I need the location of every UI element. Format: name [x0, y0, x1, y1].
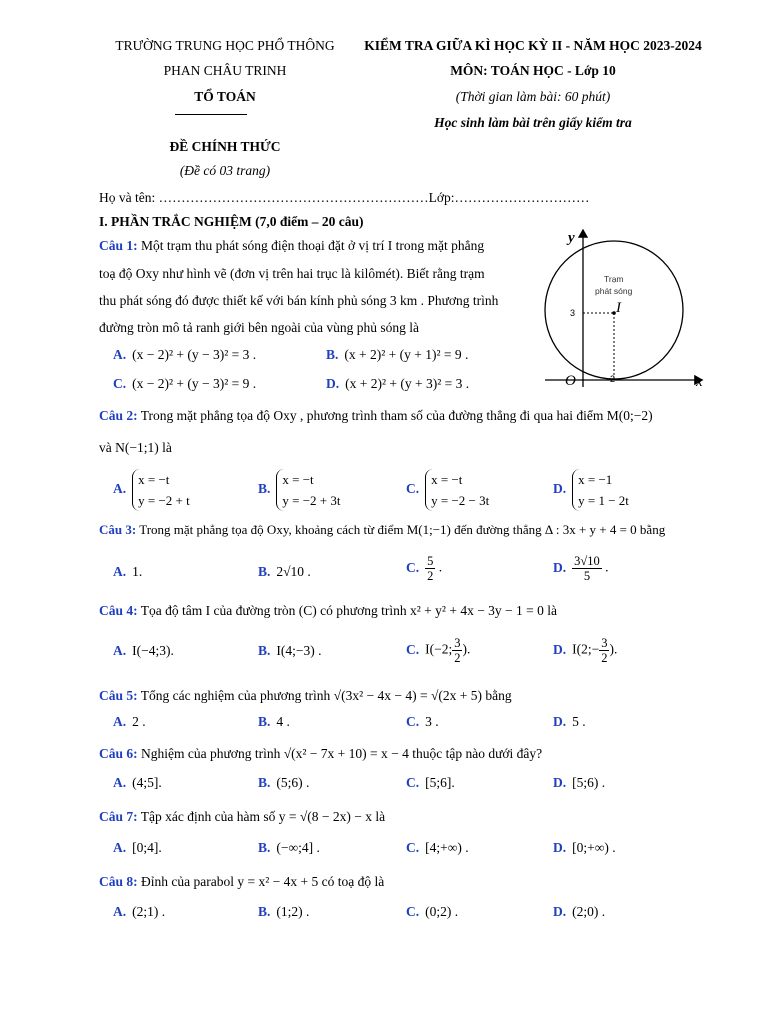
q4-option-c[interactable]: C. I(−2; $\frac{3}{2}$ ). — [406, 636, 471, 665]
q1-option-b[interactable]: B. (x + 2)² + (y + 1)² = 9 . — [326, 347, 469, 362]
q7-option-a[interactable]: A. [0;4]. — [113, 840, 162, 855]
student-name-line: Họ và tên: ……………………………………………………Lớp:………………………… — [99, 190, 590, 205]
origin-label: O — [565, 373, 576, 389]
exam-instruction: Học sinh làm bài trên giấy kiểm tra — [434, 115, 632, 130]
q5-option-d[interactable]: D. 5 . — [553, 714, 586, 729]
station-caption-line1: Trạm — [604, 274, 624, 284]
exam-duration: (Thời gian làm bài: 60 phút) — [455, 89, 611, 104]
q3-option-d[interactable]: D. $\frac{3√10}{5}$ . — [553, 554, 609, 583]
q8-option-c[interactable]: C. (0;2) . — [406, 904, 459, 919]
question-1-line3: thu phát sóng đó được thiết kế với bán kính phủ sóng 3 km . Phương trình — [99, 293, 499, 308]
q7-option-b[interactable]: B. (−∞;4] . — [258, 840, 320, 855]
q8-option-d[interactable]: D. (2;0) . — [553, 904, 606, 919]
q5-option-c[interactable]: C. 3 . — [406, 714, 439, 729]
x-axis-label: x — [696, 374, 703, 390]
question-1-line4: đường tròn mô tả ranh giới bên ngoài của vùng phủ sóng là — [99, 320, 420, 335]
question-3-text: Câu 3: Trong mặt phẳng tọa độ Oxy, khoảng cách từ điểm M(1;−1) đến đường thẳng Δ : 3x + y + 4 = 0 bằng — [99, 522, 666, 537]
question-4-text: Câu 4: Tọa độ tâm I của đường tròn (C) có phương trình x² + y² + 4x − 3y − 1 = 0 là — [99, 603, 558, 618]
department-underline — [175, 114, 247, 115]
official-label: ĐỀ CHÍNH THỨC — [169, 139, 281, 154]
exam-title: KIỂM TRA GIỮA KÌ HỌC KỲ II - NĂM HỌC 2023-2024 — [364, 38, 702, 53]
q8-option-a[interactable]: A. (2;1) . — [113, 904, 166, 919]
q4-option-a[interactable]: A. I(−4;3). — [113, 643, 174, 658]
q5-option-a[interactable]: A. 2 . — [113, 714, 146, 729]
school-name-line2: PHAN CHÂU TRINH — [163, 63, 287, 78]
q1-option-d[interactable]: D. (x + 2)² + (y + 3)² = 3 . — [326, 376, 470, 391]
question-3-label: Câu 3: — [99, 522, 137, 537]
exam-subject: MÔN: TOÁN HỌC - Lớp 10 — [450, 63, 616, 78]
q2-option-a[interactable]: A.x = −t y = −2 + t — [113, 469, 190, 511]
q6-option-b[interactable]: B. (5;6) . — [258, 775, 310, 790]
question-1-line2: toạ độ Oxy như hình vẽ (đơn vị trên hai trục là kilômét). Biết rằng trạm — [99, 266, 485, 281]
question-8-label: Câu 8: — [99, 874, 138, 889]
q4-option-b[interactable]: B. I(4;−3) . — [258, 643, 322, 658]
q6-option-d[interactable]: D. [5;6) . — [553, 775, 606, 790]
question-7-text: Câu 7: Tập xác định của hàm số y = √(8 − 2x) − x là — [99, 809, 386, 824]
question-1-label: Câu 1: — [99, 238, 138, 253]
section-title: I. PHẦN TRẮC NGHIỆM (7,0 điểm – 20 câu) — [99, 214, 364, 229]
station-caption-line2: phát sóng — [595, 286, 633, 296]
q2-option-b[interactable]: B.x = −t y = −2 + 3t — [258, 469, 341, 511]
y-tick-label: 3 — [570, 308, 576, 318]
question-8-text: Câu 8: Đỉnh của parabol y = x² − 4x + 5 có toạ độ là — [99, 874, 385, 889]
question-4-label: Câu 4: — [99, 603, 138, 618]
q8-option-b[interactable]: B. (1;2) . — [258, 904, 310, 919]
q6-option-a[interactable]: A. (4;5]. — [113, 775, 162, 790]
pages-note: (Đề có 03 trang) — [179, 163, 271, 178]
question-7-label: Câu 7: — [99, 809, 138, 824]
q2-option-c[interactable]: C.x = −t y = −2 − 3t — [406, 469, 489, 511]
question-2-line1: Câu 2: Trong mặt phẳng tọa độ Oxy , phương trình tham số của đường thẳng đi qua hai điểm M(0;−2) — [99, 408, 653, 423]
question-5-text: Câu 5: Tổng các nghiệm của phương trình √(3x² − 4x − 4) = √(2x + 5) bằng — [99, 688, 512, 703]
q4-option-d[interactable]: D. I(2;− $\frac{3}{2}$ ). — [553, 636, 618, 665]
q2-option-d[interactable]: D.x = −1 y = 1 − 2t — [553, 469, 629, 511]
q5-option-b[interactable]: B. 4 . — [258, 714, 290, 729]
q1-option-c[interactable]: C. (x − 2)² + (y − 3)² = 9 . — [113, 376, 257, 391]
q7-option-c[interactable]: C. [4;+∞) . — [406, 840, 469, 855]
q3-option-c[interactable]: C. $\frac{5}{2}$ . — [406, 554, 443, 583]
q7-option-d[interactable]: D. [0;+∞) . — [553, 840, 616, 855]
question-6-text: Câu 6: Nghiệm của phương trình √(x² − 7x + 10) = x − 4 thuộc tập nào dưới đây? — [99, 746, 543, 761]
q3-option-a[interactable]: A. 1. — [113, 564, 143, 579]
q6-option-c[interactable]: C. [5;6]. — [406, 775, 455, 790]
question-1-line1: Câu 1: Một trạm thu phát sóng điện thoại đặt ở vị trí I trong mặt phẳng — [99, 238, 485, 253]
question-5-label: Câu 5: — [99, 688, 138, 703]
y-axis-label: y — [568, 230, 575, 246]
coverage-figure — [530, 222, 715, 394]
question-2-label: Câu 2: — [99, 408, 138, 423]
q1-option-a[interactable]: A. (x − 2)² + (y − 3)² = 3 . — [113, 347, 257, 362]
q3-option-b[interactable]: B. 2√10 . — [258, 564, 311, 579]
question-2-line2: và N(−1;1) là — [99, 440, 172, 455]
x-tick-label: 2 — [610, 374, 616, 384]
question-6-label: Câu 6: — [99, 746, 138, 761]
department-name: TỔ TOÁN — [194, 89, 256, 104]
station-label: I — [616, 300, 621, 316]
school-name-line1: TRƯỜNG TRUNG HỌC PHỔ THÔNG — [115, 38, 335, 53]
